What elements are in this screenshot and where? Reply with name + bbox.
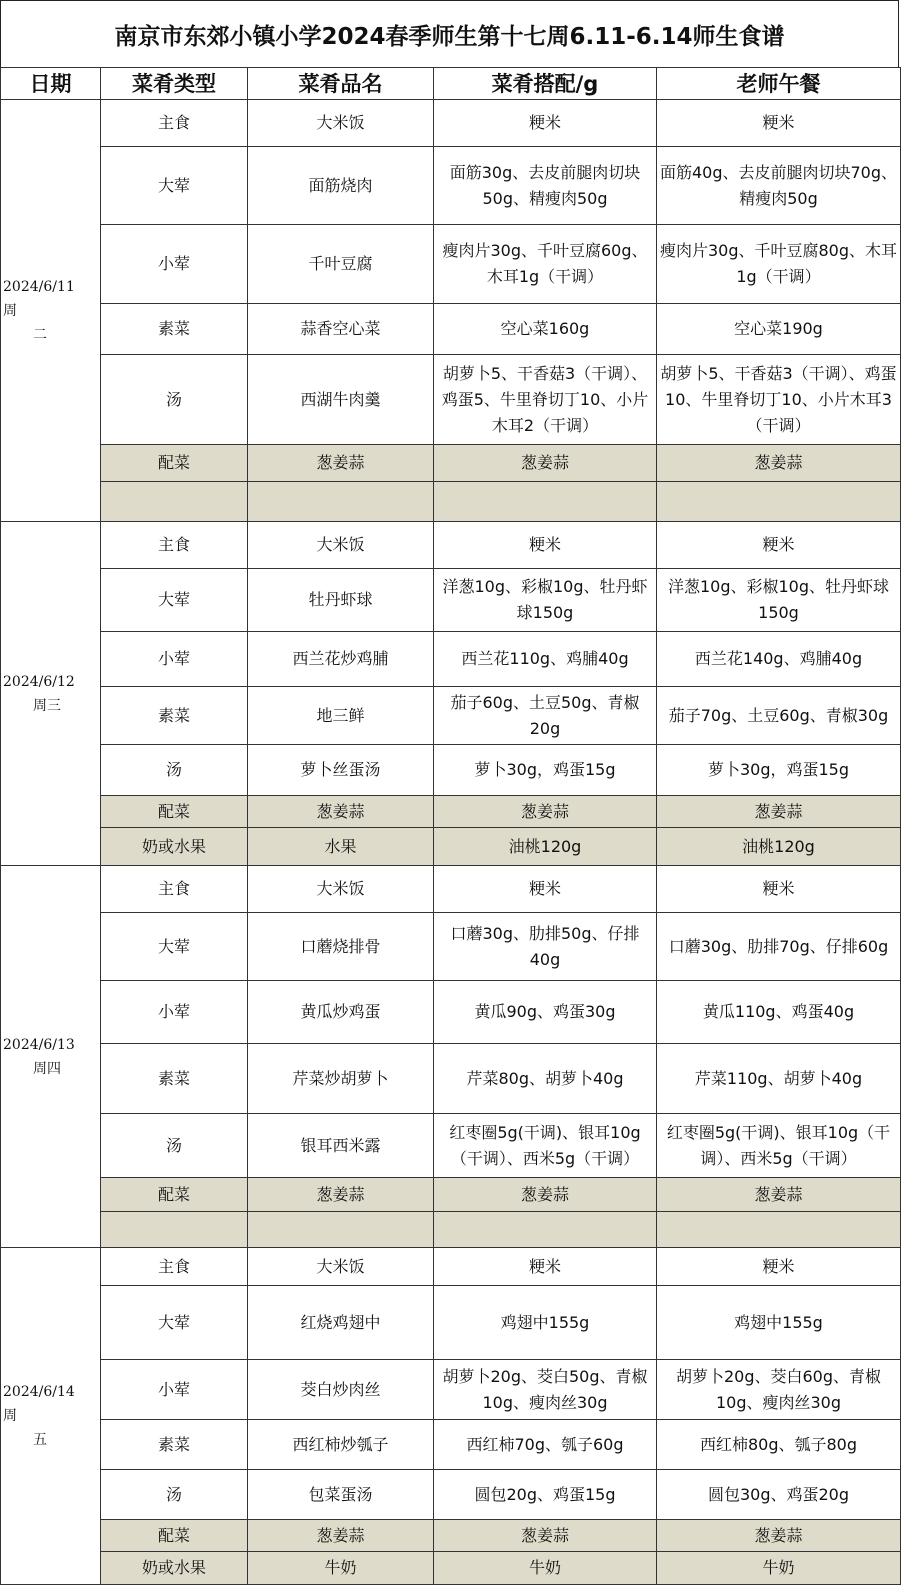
ingredients-cell: 葱姜蒜: [434, 1520, 657, 1552]
dish-name-cell: 萝卜丝蛋汤: [248, 745, 434, 796]
teacher-lunch-cell: 粳米: [657, 522, 901, 569]
date-cell: [1, 522, 101, 866]
table-row: [1, 1552, 901, 1585]
dish-name-cell: 牛奶: [248, 1552, 434, 1585]
dish-name-cell: 面筋烧肉: [248, 147, 434, 225]
ingredients-cell: 西红柿70g、瓠子60g: [434, 1420, 657, 1470]
dish-type-cell: 配菜: [101, 1178, 248, 1212]
date-line: 2024/6/14 周: [3, 1384, 89, 1424]
table-row: [1, 745, 901, 796]
teacher-lunch-cell: 红枣圈5g(干调)、银耳10g（干调）、西米5g（干调）: [657, 1114, 901, 1178]
weekday-line: 二: [33, 326, 47, 343]
teacher-lunch-cell: 葱姜蒜: [657, 1520, 901, 1552]
teacher-lunch-cell: 西兰花140g、鸡脯40g: [657, 632, 901, 687]
ingredients-cell: 油桃120g: [434, 828, 657, 866]
ingredients-cell: 西兰花110g、鸡脯40g: [434, 632, 657, 687]
teacher-lunch-cell: 胡萝卜5、干香菇3（干调）、鸡蛋10、牛里脊切丁10、小片木耳3（干调）: [657, 355, 901, 445]
dish-name-cell: 银耳西米露: [248, 1114, 434, 1178]
page-title: 南京市东郊小镇小学2024春季师生第十七周6.11-6.14师生食谱: [0, 0, 899, 67]
ingredients-cell: 洋葱10g、彩椒10g、牡丹虾球150g: [434, 569, 657, 632]
table-row: [1, 355, 901, 445]
teacher-lunch-cell: 葱姜蒜: [657, 1178, 901, 1212]
ingredients-cell: 粳米: [434, 522, 657, 569]
ingredients-cell: 萝卜30g，鸡蛋15g: [434, 745, 657, 796]
teacher-lunch-cell: 萝卜30g，鸡蛋15g: [657, 745, 901, 796]
table-row: [1, 1520, 901, 1552]
dish-type-cell: [101, 482, 248, 522]
table-row: [1, 687, 901, 745]
header-dish-type: 菜肴类型: [101, 68, 248, 100]
menu-body: [1, 100, 901, 1585]
ingredients-cell: 黄瓜90g、鸡蛋30g: [434, 981, 657, 1044]
teacher-lunch-cell: 口蘑30g、肋排70g、仔排60g: [657, 913, 901, 981]
ingredients-cell: 葱姜蒜: [434, 796, 657, 828]
dish-name-cell: [248, 482, 434, 522]
date-cell: [1, 100, 101, 522]
ingredients-cell: [434, 1212, 657, 1248]
ingredients-cell: 葱姜蒜: [434, 1178, 657, 1212]
dish-type-cell: 素菜: [101, 1420, 248, 1470]
dish-type-cell: 大荤: [101, 569, 248, 632]
dish-type-cell: 大荤: [101, 913, 248, 981]
table-row: [1, 632, 901, 687]
table-row: [1, 1212, 901, 1248]
dish-type-cell: 小荤: [101, 981, 248, 1044]
header-dish-name: 菜肴品名: [248, 68, 434, 100]
dish-type-cell: 素菜: [101, 304, 248, 355]
dish-type-cell: 主食: [101, 866, 248, 913]
table-row: [1, 913, 901, 981]
table-row: [1, 1286, 901, 1360]
ingredients-cell: 胡萝卜5、干香菇3（干调）、鸡蛋5、牛里脊切丁10、小片木耳2（干调）: [434, 355, 657, 445]
date-cell: [1, 1248, 101, 1585]
ingredients-cell: 芹菜80g、胡萝卜40g: [434, 1044, 657, 1114]
teacher-lunch-cell: [657, 1212, 901, 1248]
ingredients-cell: 鸡翅中155g: [434, 1286, 657, 1360]
date-line: 2024/6/13: [3, 1036, 75, 1053]
dish-name-cell: 地三鲜: [248, 687, 434, 745]
dish-name-cell: 葱姜蒜: [248, 1520, 434, 1552]
ingredients-cell: 圆包20g、鸡蛋15g: [434, 1470, 657, 1520]
dish-type-cell: 汤: [101, 745, 248, 796]
dish-type-cell: 配菜: [101, 1520, 248, 1552]
date-line: 2024/6/12: [3, 673, 75, 690]
dish-name-cell: 西兰花炒鸡脯: [248, 632, 434, 687]
teacher-lunch-cell: 瘦肉片30g、千叶豆腐80g、木耳1g（干调）: [657, 225, 901, 304]
weekday-line: 周三: [33, 697, 61, 714]
ingredients-cell: 牛奶: [434, 1552, 657, 1585]
teacher-lunch-cell: [657, 482, 901, 522]
weekday-line: 五: [33, 1432, 47, 1448]
dish-name-cell: 西红柿炒瓠子: [248, 1420, 434, 1470]
table-row: [1, 1114, 901, 1178]
dish-type-cell: 汤: [101, 355, 248, 445]
ingredients-cell: 红枣圈5g(干调)、银耳10g（干调）、西米5g（干调）: [434, 1114, 657, 1178]
ingredients-cell: 面筋30g、去皮前腿肉切块50g、精瘦肉50g: [434, 147, 657, 225]
table-row: [1, 866, 901, 913]
table-row: [1, 225, 901, 304]
table-row: [1, 1044, 901, 1114]
teacher-lunch-cell: 油桃120g: [657, 828, 901, 866]
dish-type-cell: 大荤: [101, 1286, 248, 1360]
dish-type-cell: 奶或水果: [101, 828, 248, 866]
dish-type-cell: 配菜: [101, 796, 248, 828]
dish-type-cell: 汤: [101, 1470, 248, 1520]
table-row: [1, 1420, 901, 1470]
dish-type-cell: 主食: [101, 100, 248, 147]
dish-name-cell: 葱姜蒜: [248, 445, 434, 482]
ingredients-cell: 瘦肉片30g、千叶豆腐60g、木耳1g（干调）: [434, 225, 657, 304]
ingredients-cell: 粳米: [434, 1248, 657, 1286]
dish-type-cell: 小荤: [101, 225, 248, 304]
dish-type-cell: 主食: [101, 1248, 248, 1286]
teacher-lunch-cell: 空心菜190g: [657, 304, 901, 355]
table-row: [1, 981, 901, 1044]
teacher-lunch-cell: 圆包30g、鸡蛋20g: [657, 1470, 901, 1520]
dish-name-cell: 红烧鸡翅中: [248, 1286, 434, 1360]
dish-type-cell: 小荤: [101, 632, 248, 687]
table-row: [1, 522, 901, 569]
dish-name-cell: 大米饭: [248, 522, 434, 569]
teacher-lunch-cell: 牛奶: [657, 1552, 901, 1585]
table-row: [1, 796, 901, 828]
dish-name-cell: 口蘑烧排骨: [248, 913, 434, 981]
dish-name-cell: 水果: [248, 828, 434, 866]
table-row: [1, 482, 901, 522]
table-row: [1, 1248, 901, 1286]
table-row: [1, 1470, 901, 1520]
table-row: [1, 569, 901, 632]
table-row: [1, 100, 901, 147]
table-row: [1, 1178, 901, 1212]
dish-name-cell: [248, 1212, 434, 1248]
teacher-lunch-cell: 葱姜蒜: [657, 796, 901, 828]
dish-type-cell: 奶或水果: [101, 1552, 248, 1585]
dish-name-cell: 西湖牛肉羹: [248, 355, 434, 445]
dish-name-cell: 茭白炒肉丝: [248, 1360, 434, 1420]
dish-type-cell: [101, 1212, 248, 1248]
dish-name-cell: 包菜蛋汤: [248, 1470, 434, 1520]
ingredients-cell: 胡萝卜20g、茭白50g、青椒10g、瘦肉丝30g: [434, 1360, 657, 1420]
weekday-line: 周四: [33, 1060, 61, 1077]
teacher-lunch-cell: 胡萝卜20g、茭白60g、青椒10g、瘦肉丝30g: [657, 1360, 901, 1420]
teacher-lunch-cell: 西红柿80g、瓠子80g: [657, 1420, 901, 1470]
dish-name-cell: 芹菜炒胡萝卜: [248, 1044, 434, 1114]
table-row: [1, 1360, 901, 1420]
dish-name-cell: 葱姜蒜: [248, 796, 434, 828]
ingredients-cell: 茄子60g、土豆50g、青椒20g: [434, 687, 657, 745]
date-cell: [1, 866, 101, 1248]
dish-name-cell: 黄瓜炒鸡蛋: [248, 981, 434, 1044]
ingredients-cell: 口蘑30g、肋排50g、仔排40g: [434, 913, 657, 981]
dish-name-cell: 蒜香空心菜: [248, 304, 434, 355]
ingredients-cell: 粳米: [434, 866, 657, 913]
dish-name-cell: 大米饭: [248, 1248, 434, 1286]
table-row: [1, 445, 901, 482]
teacher-lunch-cell: 粳米: [657, 100, 901, 147]
teacher-lunch-cell: 芹菜110g、胡萝卜40g: [657, 1044, 901, 1114]
teacher-lunch-cell: 面筋40g、去皮前腿肉切块70g、精瘦肉50g: [657, 147, 901, 225]
dish-type-cell: 小荤: [101, 1360, 248, 1420]
menu-table: [0, 67, 901, 1585]
teacher-lunch-cell: 茄子70g、土豆60g、青椒30g: [657, 687, 901, 745]
teacher-lunch-cell: 粳米: [657, 1248, 901, 1286]
teacher-lunch-cell: 洋葱10g、彩椒10g、牡丹虾球150g: [657, 569, 901, 632]
table-row: [1, 828, 901, 866]
dish-type-cell: 大荤: [101, 147, 248, 225]
dish-type-cell: 素菜: [101, 687, 248, 745]
ingredients-cell: 粳米: [434, 100, 657, 147]
header-date: 日期: [1, 68, 101, 100]
dish-type-cell: 素菜: [101, 1044, 248, 1114]
teacher-lunch-cell: 葱姜蒜: [657, 445, 901, 482]
dish-type-cell: 配菜: [101, 445, 248, 482]
teacher-lunch-cell: 粳米: [657, 866, 901, 913]
dish-type-cell: 汤: [101, 1114, 248, 1178]
dish-name-cell: 千叶豆腐: [248, 225, 434, 304]
dish-name-cell: 大米饭: [248, 100, 434, 147]
dish-name-cell: 牡丹虾球: [248, 569, 434, 632]
teacher-lunch-cell: 黄瓜110g、鸡蛋40g: [657, 981, 901, 1044]
ingredients-cell: 空心菜160g: [434, 304, 657, 355]
dish-name-cell: 大米饭: [248, 866, 434, 913]
table-row: [1, 304, 901, 355]
header-ingredients: 菜肴搭配/g: [434, 68, 657, 100]
ingredients-cell: [434, 482, 657, 522]
dish-type-cell: 主食: [101, 522, 248, 569]
teacher-lunch-cell: 鸡翅中155g: [657, 1286, 901, 1360]
ingredients-cell: 葱姜蒜: [434, 445, 657, 482]
table-row: [1, 147, 901, 225]
header-row: [1, 68, 901, 100]
header-teacher-lunch: 老师午餐: [657, 68, 901, 100]
dish-name-cell: 葱姜蒜: [248, 1178, 434, 1212]
date-line: 2024/6/11 周: [3, 278, 89, 319]
